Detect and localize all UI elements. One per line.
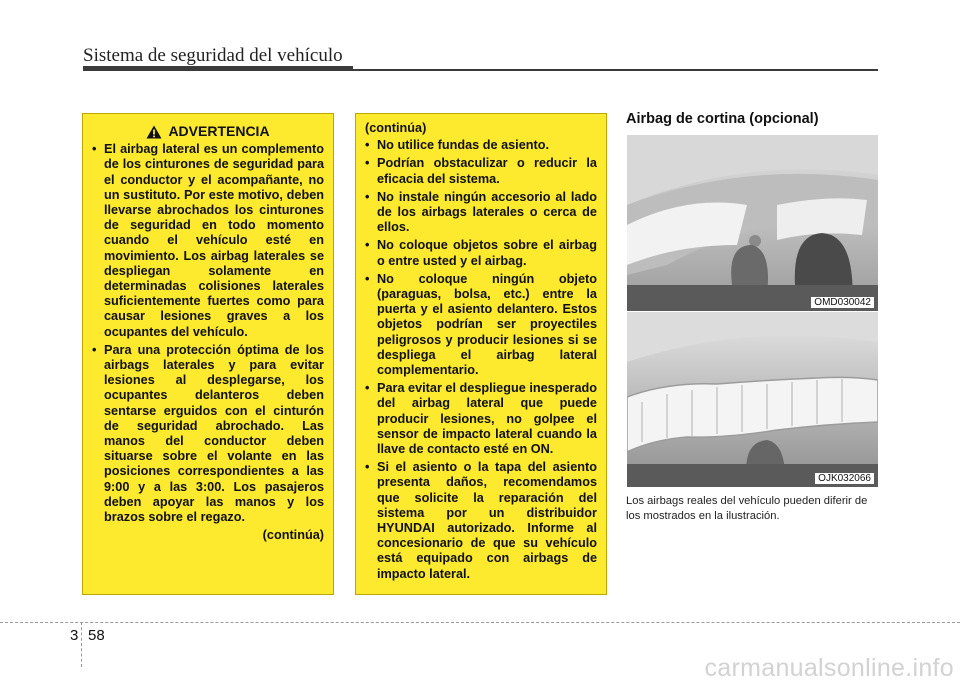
continued-item: • No instale ningún accesorio al lado de los airbags laterales o cerca de ellos. (365, 190, 597, 236)
continued-item: • Podrían obstaculizar o reducir la eficacia del sistema. (365, 156, 597, 186)
footer-divider (81, 622, 82, 667)
car-interior-illustration (627, 135, 878, 311)
continued-list (365, 138, 597, 582)
continued-warning-box (355, 113, 607, 595)
footer-rule (0, 622, 960, 623)
deployed-airbag-illustration (627, 312, 878, 487)
section-heading: Airbag de cortina (opcional) (626, 111, 819, 127)
page-number: 58 (88, 627, 105, 644)
continues-label: (continúa) (262, 528, 324, 543)
page-header-title: Sistema de seguridad del vehículo (83, 45, 343, 66)
warning-triangle-icon (146, 125, 162, 139)
photo-code-label: OMD030042 (811, 297, 874, 308)
warning-item: • Para una protección óptima de los airbags laterales y para evitar lesiones al desplegarse, los ocupantes delanteros deben sentarse erguidos con el cinturón de seguridad abrochado. Las manos del conductor deben situarse sobre el volante en las posiciones correspondientes a las 9:00 y a las 3:00. Los pasajeros deben apoyar las manos y los brazos sobre el regazo. (92, 343, 324, 525)
warning-box (82, 113, 334, 595)
photo-code-label: OJK032066 (815, 473, 874, 484)
warning-item: • El airbag lateral es un complemento de los cinturones de seguridad para el conductor y el acompañante, no un sustituto. Por este motivo, deben llevarse abrochados los cinturones de seguridad en todo momento cuando el vehículo esté en movimiento. Los airbag laterales se despliegan solamente en determinadas colisiones laterales suficientemente fuertes como para causar lesiones graves a los ocupantes del vehículo. (92, 142, 324, 340)
header-rule (353, 69, 878, 71)
continued-heading: (continúa) (365, 121, 427, 135)
continued-item: • No coloque objetos sobre el airbag o entre usted y el airbag. (365, 238, 597, 268)
curtain-airbag-photo-stowed (627, 135, 878, 311)
continued-item: • Para evitar el despliegue inesperado del airbag lateral que puede producir lesiones, no golpee el sensor de impacto lateral cuando la llave de contacto esté en ON. (365, 381, 597, 457)
warning-heading-text: ADVERTENCIA (168, 123, 270, 139)
header-bar (83, 66, 353, 71)
warning-list (92, 142, 324, 525)
continued-item: • No utilice fundas de asiento. (365, 138, 597, 153)
warning-heading (92, 124, 324, 139)
watermark: carmanualsonline.info (704, 654, 954, 682)
curtain-airbag-photo-deployed (627, 312, 878, 487)
chapter-number: 3 (70, 627, 79, 644)
continued-item: • No coloque ningún objeto (paraguas, bolsa, etc.) entre la puerta y el asiento delantero. Estos objetos podrían ser proyectiles peligrosos y producir lesiones si se despliega el airbag lateral complementario. (365, 272, 597, 378)
photo-caption: Los airbags reales del vehículo pueden diferir de los mostrados en la ilustración. (626, 495, 868, 522)
continued-item: • Si el asiento o la tapa del asiento presenta daños, recomendamos que solicite la reparación del sistema por un distribuidor HYUNDAI autorizado. Informe al concesionario de que su vehículo está equipado con airbags de impacto lateral. (365, 460, 597, 582)
